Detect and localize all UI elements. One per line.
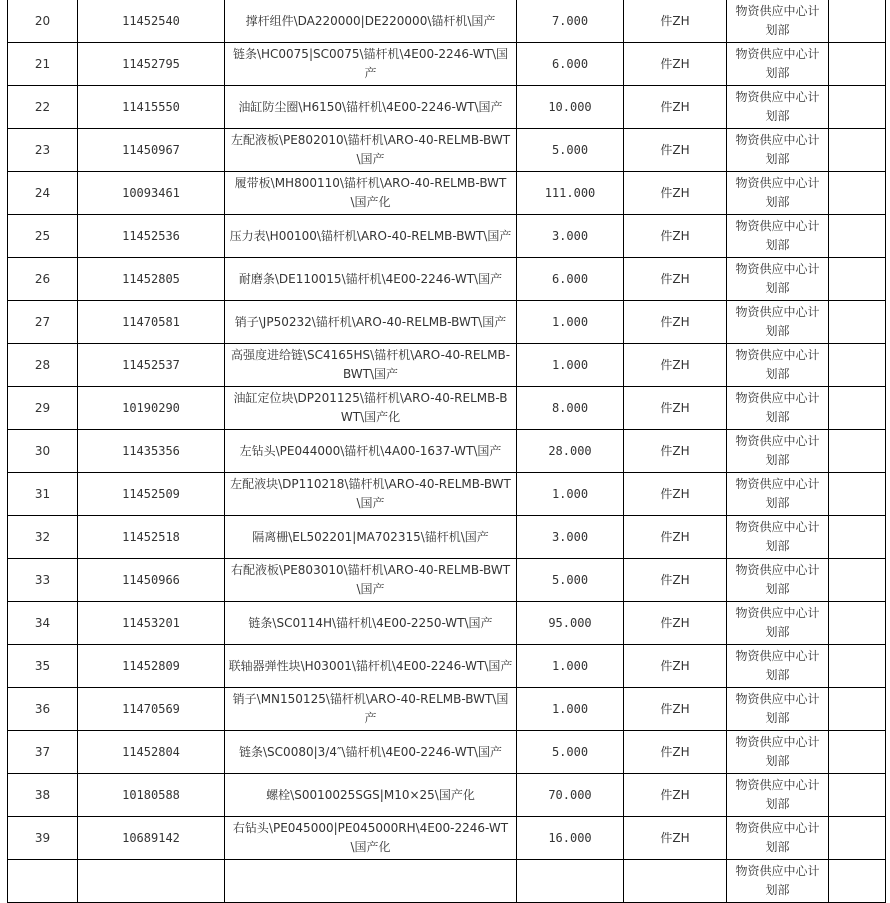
remark-cell bbox=[829, 473, 886, 516]
table-body bbox=[8, 0, 886, 903]
remark-cell bbox=[829, 774, 886, 817]
remark-cell bbox=[829, 43, 886, 86]
row-number-cell: 24 bbox=[8, 172, 78, 215]
quantity-cell: 1.000 bbox=[517, 645, 624, 688]
material-description-cell: 履带板\MH800110\锚杆机\ARO-40-RELMB-BWT\国产化 bbox=[225, 172, 517, 215]
material-code-cell: 11452809 bbox=[78, 645, 225, 688]
remark-cell bbox=[829, 172, 886, 215]
department-cell: 物资供应中心计划部 bbox=[727, 688, 829, 731]
row-number-cell: 29 bbox=[8, 387, 78, 430]
quantity-cell: 5.000 bbox=[517, 129, 624, 172]
material-description-cell: 油缸防尘圈\H6150\锚杆机\4E00-2246-WT\国产 bbox=[225, 86, 517, 129]
material-description-cell: 左钻头\PE044000\锚杆机\4A00-1637-WT\国产 bbox=[225, 430, 517, 473]
table-row bbox=[8, 430, 886, 473]
table-row bbox=[8, 43, 886, 86]
material-description-cell: 链条\SC0114H\锚杆机\4E00-2250-WT\国产 bbox=[225, 602, 517, 645]
quantity-cell: 6.000 bbox=[517, 258, 624, 301]
table-row bbox=[8, 688, 886, 731]
row-number-cell: 22 bbox=[8, 86, 78, 129]
material-description-cell: 联轴器弹性块\H03001\锚杆机\4E00-2246-WT\国产 bbox=[225, 645, 517, 688]
material-code-cell: 10190290 bbox=[78, 387, 225, 430]
department-cell: 物资供应中心计划部 bbox=[727, 43, 829, 86]
unit-cell: 件ZH bbox=[624, 344, 727, 387]
unit-cell: 件ZH bbox=[624, 258, 727, 301]
table-row bbox=[8, 559, 886, 602]
remark-cell bbox=[829, 559, 886, 602]
remark-cell bbox=[829, 602, 886, 645]
remark-cell bbox=[829, 817, 886, 860]
row-number-cell: 26 bbox=[8, 258, 78, 301]
remark-cell bbox=[829, 731, 886, 774]
table-row bbox=[8, 774, 886, 817]
quantity-cell bbox=[517, 860, 624, 903]
quantity-cell: 5.000 bbox=[517, 559, 624, 602]
material-code-cell: 10689142 bbox=[78, 817, 225, 860]
department-cell: 物资供应中心计划部 bbox=[727, 860, 829, 903]
row-number-cell: 38 bbox=[8, 774, 78, 817]
unit-cell: 件ZH bbox=[624, 387, 727, 430]
material-description-cell: 油缸定位块\DP201125\锚杆机\ARO-40-RELMB-BWT\国产化 bbox=[225, 387, 517, 430]
material-description-cell bbox=[225, 860, 517, 903]
quantity-cell: 3.000 bbox=[517, 516, 624, 559]
row-number-cell: 36 bbox=[8, 688, 78, 731]
unit-cell: 件ZH bbox=[624, 0, 727, 43]
table-row bbox=[8, 301, 886, 344]
material-code-cell: 11435356 bbox=[78, 430, 225, 473]
quantity-cell: 7.000 bbox=[517, 0, 624, 43]
remark-cell bbox=[829, 645, 886, 688]
unit-cell: 件ZH bbox=[624, 301, 727, 344]
unit-cell: 件ZH bbox=[624, 645, 727, 688]
quantity-cell: 1.000 bbox=[517, 473, 624, 516]
unit-cell: 件ZH bbox=[624, 172, 727, 215]
material-code-cell: 11452804 bbox=[78, 731, 225, 774]
quantity-cell: 3.000 bbox=[517, 215, 624, 258]
material-description-cell: 高强度进给链\SC4165HS\锚杆机\ARO-40-RELMB-BWT\国产 bbox=[225, 344, 517, 387]
material-code-cell: 11453201 bbox=[78, 602, 225, 645]
unit-cell: 件ZH bbox=[624, 688, 727, 731]
department-cell: 物资供应中心计划部 bbox=[727, 817, 829, 860]
table-row bbox=[8, 731, 886, 774]
material-description-cell: 隔离栅\EL502201|MA702315\锚杆机\国产 bbox=[225, 516, 517, 559]
material-code-cell: 11415550 bbox=[78, 86, 225, 129]
unit-cell: 件ZH bbox=[624, 559, 727, 602]
material-code-cell: 10093461 bbox=[78, 172, 225, 215]
remark-cell bbox=[829, 301, 886, 344]
material-description-cell: 螺栓\S0010025SGS|M10×25\国产化 bbox=[225, 774, 517, 817]
material-description-cell: 链条\SC0080|3/4″\锚杆机\4E00-2246-WT\国产 bbox=[225, 731, 517, 774]
department-cell: 物资供应中心计划部 bbox=[727, 602, 829, 645]
table-row bbox=[8, 344, 886, 387]
quantity-cell: 6.000 bbox=[517, 43, 624, 86]
remark-cell bbox=[829, 688, 886, 731]
department-cell: 物资供应中心计划部 bbox=[727, 215, 829, 258]
material-description-cell: 左配液板\PE802010\锚杆机\ARO-40-RELMB-BWT\国产 bbox=[225, 129, 517, 172]
row-number-cell: 20 bbox=[8, 0, 78, 43]
row-number-cell: 33 bbox=[8, 559, 78, 602]
row-number-cell: 31 bbox=[8, 473, 78, 516]
remark-cell bbox=[829, 860, 886, 903]
table-row bbox=[8, 0, 886, 43]
procurement-table-container bbox=[7, 0, 886, 903]
department-cell: 物资供应中心计划部 bbox=[727, 86, 829, 129]
row-number-cell: 37 bbox=[8, 731, 78, 774]
department-cell: 物资供应中心计划部 bbox=[727, 473, 829, 516]
material-description-cell: 销子\MN150125\锚杆机\ARO-40-RELMB-BWT\国产 bbox=[225, 688, 517, 731]
quantity-cell: 111.000 bbox=[517, 172, 624, 215]
remark-cell bbox=[829, 258, 886, 301]
unit-cell: 件ZH bbox=[624, 473, 727, 516]
department-cell: 物资供应中心计划部 bbox=[727, 774, 829, 817]
department-cell: 物资供应中心计划部 bbox=[727, 301, 829, 344]
unit-cell bbox=[624, 860, 727, 903]
quantity-cell: 1.000 bbox=[517, 344, 624, 387]
table-row bbox=[8, 817, 886, 860]
table-row bbox=[8, 473, 886, 516]
remark-cell bbox=[829, 0, 886, 43]
remark-cell bbox=[829, 344, 886, 387]
table-row bbox=[8, 645, 886, 688]
department-cell: 物资供应中心计划部 bbox=[727, 172, 829, 215]
quantity-cell: 28.000 bbox=[517, 430, 624, 473]
material-code-cell: 11452540 bbox=[78, 0, 225, 43]
table-row bbox=[8, 172, 886, 215]
unit-cell: 件ZH bbox=[624, 516, 727, 559]
material-code-cell: 11452536 bbox=[78, 215, 225, 258]
department-cell: 物资供应中心计划部 bbox=[727, 129, 829, 172]
row-number-cell: 34 bbox=[8, 602, 78, 645]
department-cell: 物资供应中心计划部 bbox=[727, 0, 829, 43]
row-number-cell bbox=[8, 860, 78, 903]
table-row bbox=[8, 387, 886, 430]
material-description-cell: 左配液块\DP110218\锚杆机\ARO-40-RELMB-BWT\国产 bbox=[225, 473, 517, 516]
material-code-cell: 11452537 bbox=[78, 344, 225, 387]
quantity-cell: 1.000 bbox=[517, 688, 624, 731]
table-row bbox=[8, 258, 886, 301]
unit-cell: 件ZH bbox=[624, 430, 727, 473]
unit-cell: 件ZH bbox=[624, 129, 727, 172]
table-row bbox=[8, 602, 886, 645]
material-code-cell: 11452795 bbox=[78, 43, 225, 86]
material-code-cell: 11450967 bbox=[78, 129, 225, 172]
remark-cell bbox=[829, 215, 886, 258]
quantity-cell: 10.000 bbox=[517, 86, 624, 129]
row-number-cell: 35 bbox=[8, 645, 78, 688]
material-description-cell: 链条\HC0075|SC0075\锚杆机\4E00-2246-WT\国产 bbox=[225, 43, 517, 86]
department-cell: 物资供应中心计划部 bbox=[727, 731, 829, 774]
material-code-cell: 11452805 bbox=[78, 258, 225, 301]
procurement-table bbox=[7, 0, 886, 903]
material-code-cell: 11470569 bbox=[78, 688, 225, 731]
material-code-cell: 10180588 bbox=[78, 774, 225, 817]
quantity-cell: 1.000 bbox=[517, 301, 624, 344]
row-number-cell: 25 bbox=[8, 215, 78, 258]
department-cell: 物资供应中心计划部 bbox=[727, 645, 829, 688]
quantity-cell: 5.000 bbox=[517, 731, 624, 774]
department-cell: 物资供应中心计划部 bbox=[727, 516, 829, 559]
row-number-cell: 27 bbox=[8, 301, 78, 344]
unit-cell: 件ZH bbox=[624, 215, 727, 258]
quantity-cell: 8.000 bbox=[517, 387, 624, 430]
remark-cell bbox=[829, 86, 886, 129]
material-code-cell: 11450966 bbox=[78, 559, 225, 602]
department-cell: 物资供应中心计划部 bbox=[727, 344, 829, 387]
material-code-cell bbox=[78, 860, 225, 903]
department-cell: 物资供应中心计划部 bbox=[727, 559, 829, 602]
table-row bbox=[8, 516, 886, 559]
material-code-cell: 11452518 bbox=[78, 516, 225, 559]
unit-cell: 件ZH bbox=[624, 731, 727, 774]
row-number-cell: 23 bbox=[8, 129, 78, 172]
remark-cell bbox=[829, 387, 886, 430]
unit-cell: 件ZH bbox=[624, 86, 727, 129]
unit-cell: 件ZH bbox=[624, 817, 727, 860]
quantity-cell: 16.000 bbox=[517, 817, 624, 860]
row-number-cell: 30 bbox=[8, 430, 78, 473]
row-number-cell: 21 bbox=[8, 43, 78, 86]
quantity-cell: 70.000 bbox=[517, 774, 624, 817]
department-cell: 物资供应中心计划部 bbox=[727, 387, 829, 430]
table-row bbox=[8, 86, 886, 129]
material-code-cell: 11452509 bbox=[78, 473, 225, 516]
material-description-cell: 耐磨条\DE110015\锚杆机\4E00-2246-WT\国产 bbox=[225, 258, 517, 301]
remark-cell bbox=[829, 516, 886, 559]
table-row bbox=[8, 129, 886, 172]
material-description-cell: 撑杆组件\DA220000|DE220000\锚杆机\国产 bbox=[225, 0, 517, 43]
department-cell: 物资供应中心计划部 bbox=[727, 430, 829, 473]
remark-cell bbox=[829, 129, 886, 172]
material-description-cell: 压力表\H00100\锚杆机\ARO-40-RELMB-BWT\国产 bbox=[225, 215, 517, 258]
unit-cell: 件ZH bbox=[624, 43, 727, 86]
material-code-cell: 11470581 bbox=[78, 301, 225, 344]
table-row bbox=[8, 215, 886, 258]
quantity-cell: 95.000 bbox=[517, 602, 624, 645]
department-cell: 物资供应中心计划部 bbox=[727, 258, 829, 301]
table-row bbox=[8, 860, 886, 903]
row-number-cell: 32 bbox=[8, 516, 78, 559]
material-description-cell: 销子\JP50232\锚杆机\ARO-40-RELMB-BWT\国产 bbox=[225, 301, 517, 344]
row-number-cell: 28 bbox=[8, 344, 78, 387]
remark-cell bbox=[829, 430, 886, 473]
row-number-cell: 39 bbox=[8, 817, 78, 860]
material-description-cell: 右配液板\PE803010\锚杆机\ARO-40-RELMB-BWT\国产 bbox=[225, 559, 517, 602]
unit-cell: 件ZH bbox=[624, 602, 727, 645]
material-description-cell: 右钻头\PE045000|PE045000RH\4E00-2246-WT\国产化 bbox=[225, 817, 517, 860]
unit-cell: 件ZH bbox=[624, 774, 727, 817]
